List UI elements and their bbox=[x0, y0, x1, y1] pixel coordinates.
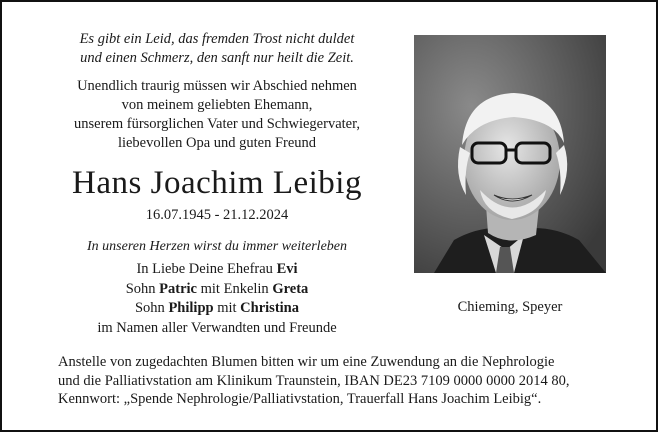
intro-line-2: von meinem geliebten Ehemann, bbox=[121, 97, 313, 113]
motto-line-2: und einen Schmerz, den sanft nur heilt die Zeit. bbox=[80, 50, 354, 66]
mourner-wife bbox=[32, 260, 402, 280]
donation-line-1: Anstelle von zugedachten Blumen bitten wir um eine Zuwendung an die Nephrologie bbox=[58, 354, 555, 370]
intro-line-3: unserem fürsorglichen Vater und Schwiegervater, bbox=[74, 116, 360, 132]
remembrance-line: In unseren Herzen wirst du immer weiterleben bbox=[87, 239, 347, 254]
obituary-text-column bbox=[32, 30, 402, 338]
motto bbox=[32, 30, 402, 68]
portrait-image bbox=[414, 35, 606, 273]
donation-line-3: Kennwort: „Spende Nephrologie/Palliativstation, Trauerfall Hans Joachim Leibig“. bbox=[58, 391, 542, 407]
donation-note bbox=[58, 353, 628, 409]
intro-line-4: liebevollen Opa und guten Freund bbox=[117, 135, 317, 151]
motto-line-1: Es gibt ein Leid, das fremden Trost nicht duldet bbox=[79, 31, 355, 47]
son1-mid: mit Enkelin bbox=[197, 280, 273, 297]
mourner-son-2 bbox=[32, 299, 402, 319]
intro-text bbox=[32, 77, 402, 153]
mourners-list bbox=[32, 260, 402, 338]
son2-partner-name: Christina bbox=[240, 300, 299, 316]
location: Chieming, Speyer bbox=[457, 299, 563, 315]
mourner-others: im Namen aller Verwandten und Freunde bbox=[97, 319, 337, 336]
son1-name: Patric bbox=[159, 280, 197, 297]
mourner-son-1 bbox=[32, 280, 402, 300]
life-dates: 16.07.1945 - 21.12.2024 bbox=[145, 207, 289, 223]
son2-prefix: Sohn bbox=[134, 300, 169, 316]
portrait-photo bbox=[414, 35, 606, 273]
intro-line-1: Unendlich traurig müssen wir Abschied nehmen bbox=[77, 78, 357, 94]
son2-name: Philipp bbox=[168, 300, 214, 316]
granddaughter-name: Greta bbox=[272, 280, 309, 297]
deceased-name: Hans Joachim Leibig bbox=[72, 165, 362, 201]
son1-prefix: Sohn bbox=[125, 280, 160, 297]
wife-name: Evi bbox=[276, 261, 298, 277]
son2-mid: mit bbox=[213, 300, 241, 316]
donation-line-2: und die Palliativstation am Klinikum Traunstein, IBAN DE23 7109 0000 0000 2014 80, bbox=[58, 372, 570, 389]
wife-prefix: In Liebe Deine Ehefrau bbox=[136, 261, 277, 277]
